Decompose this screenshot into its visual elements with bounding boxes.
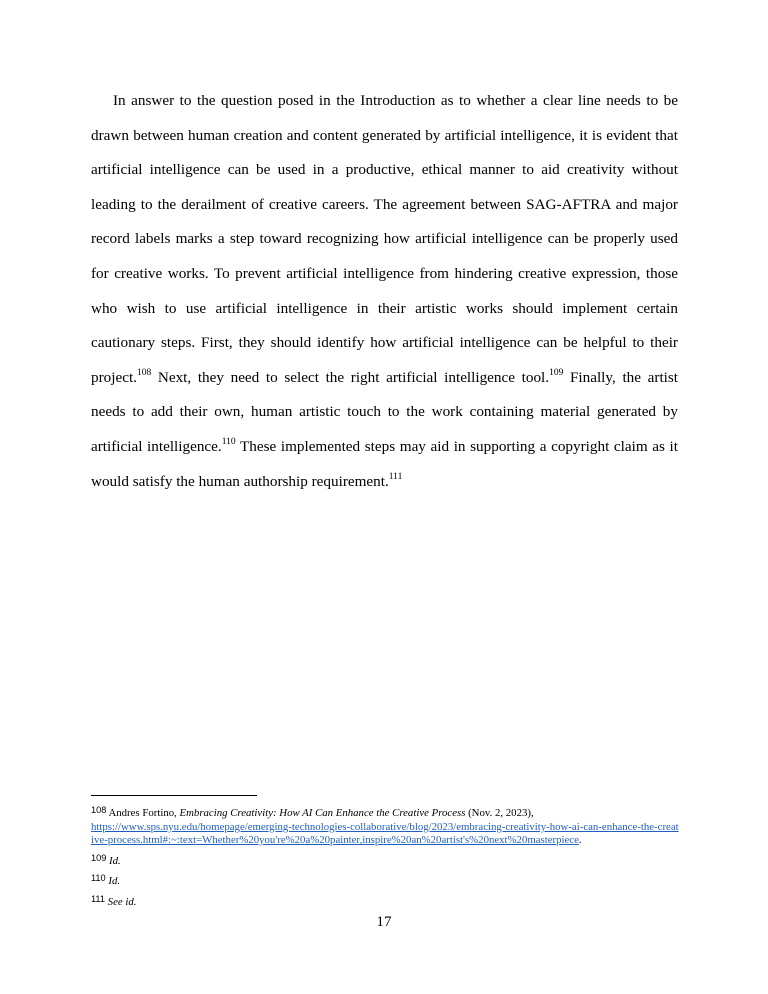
footnote-ref-110[interactable]: 110 bbox=[221, 436, 236, 447]
footnote-number: 111 bbox=[91, 893, 105, 904]
page-number: 17 bbox=[376, 913, 392, 930]
body-text-segment: Finally, the artist needs to add their own, human artistic touch to the work containing material generated by artificial intelligence. bbox=[91, 368, 679, 455]
footnote-ref-109[interactable]: 109 bbox=[549, 367, 564, 378]
footnote-text: Id. bbox=[109, 854, 121, 867]
footnote-110 bbox=[91, 872, 681, 889]
footnote-109 bbox=[91, 852, 681, 869]
footnote-number: 109 bbox=[91, 852, 107, 863]
footnote-divider bbox=[91, 795, 257, 796]
footnote-author: Andres Fortino, bbox=[108, 807, 180, 819]
footnote-ref-111[interactable]: 111 bbox=[388, 471, 403, 482]
footnote-108 bbox=[91, 804, 681, 848]
body-text-segment: These implemented steps may aid in supporting a copyright claim as it would satisfy the human authorship requirement. bbox=[91, 437, 678, 490]
footnote-text: Id. bbox=[108, 875, 121, 888]
footnote-ref-108[interactable]: 108 bbox=[136, 367, 152, 378]
footnote-number: 110 bbox=[91, 873, 106, 884]
footnote-111 bbox=[91, 893, 681, 910]
body-text-segment: In answer to the question posed in the Introduction as to whether a clear line needs to be drawn between human creation and content generated by artificial intelligence, it is evident that artificial intelligence can be used in a productive, ethical manner to aid creativity without leading to the derailment of creative careers. The agreement between SAG-AFTRA and major record labels marks a step toward recognizing how artificial intelligence can be properly used for creative works. To prevent artificial intelligence from hindering creative expression, those who wish to use artificial intelligence in their artistic works should implement certain cautionary steps. First, they should identify how artificial intelligence can be helpful to their project. bbox=[91, 92, 678, 386]
footnotes-section bbox=[91, 804, 681, 914]
body-paragraph bbox=[91, 84, 678, 499]
footnote-text: See id. bbox=[107, 895, 137, 908]
body-text-segment: Next, they need to select the right artificial intelligence tool. bbox=[151, 368, 550, 386]
footnote-number: 108 bbox=[91, 805, 107, 815]
footnote-title: Embracing Creativity: How AI Can Enhance the Creative Process bbox=[179, 807, 466, 819]
footnote-url-link[interactable]: https://www.sps.nyu.edu/homepage/emerging-technologies-collaborative/blog/2023/embracing-creativity-how-ai-can-enhance-the-creative-process.html#:~:text=Whether%20you're%20a%20painter,inspire%20an%20artist's%20next%20masterpiece bbox=[91, 820, 679, 847]
footnote-end-period: . bbox=[578, 834, 582, 847]
footnote-date: (Nov. 2, 2023), bbox=[465, 807, 534, 819]
